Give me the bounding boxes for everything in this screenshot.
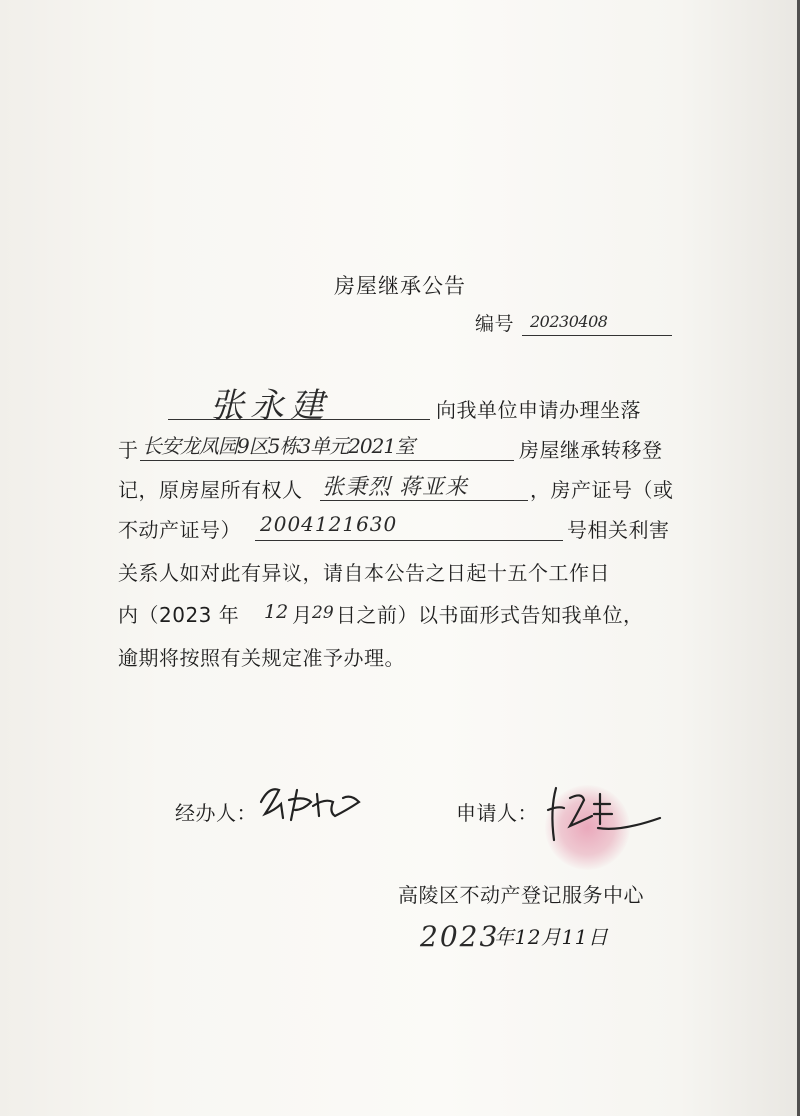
body-line6-suffix: 日之前）以书面形式告知我单位， <box>336 603 644 627</box>
body-line3-suffix: ，房产证号（或 <box>530 478 674 502</box>
number-underline <box>522 335 672 336</box>
body-line2-prefix: 于 <box>118 438 139 462</box>
applicant-underline <box>168 419 430 420</box>
body-line4-prefix: 不动产证号） <box>118 518 241 542</box>
number-label: 编号 <box>475 313 515 335</box>
body-line6-prefix: 内（2023 年 <box>118 603 240 627</box>
body-line2-suffix: 房屋继承转移登 <box>519 438 663 462</box>
applicant-name-handwritten: 张永建 <box>210 386 330 426</box>
date-year-handwritten: 2023 <box>420 920 500 953</box>
body-line3-prefix: 记，原房屋所有权人 <box>118 478 303 502</box>
organization-name: 高陵区不动产登记服务中心 <box>398 883 644 907</box>
applicant-signature <box>540 780 680 855</box>
body-line1-suffix: 向我单位申请办理坐落 <box>436 398 641 422</box>
body-line5: 关系人如对此有异议，请自本公告之日起十五个工作日 <box>118 561 610 585</box>
property-address-handwritten: 长安龙凤园9区5栋3单元2021室 <box>142 434 415 458</box>
applicant-label: 申请人： <box>456 801 538 825</box>
handler-label: 经办人： <box>175 801 257 825</box>
number-value: 20230408 <box>530 312 608 331</box>
handler-signature <box>255 780 385 825</box>
body-line4-suffix: 号相关利害 <box>567 518 670 542</box>
certificate-underline <box>255 540 563 541</box>
deadline-day-handwritten: 29 <box>312 603 334 623</box>
certificate-number-handwritten: 2004121630 <box>260 512 398 536</box>
body-line7: 逾期将按照有关规定准予办理。 <box>118 646 405 670</box>
owners-underline <box>320 500 528 501</box>
date-rest: 年12月11日 <box>494 925 609 949</box>
body-line6-mid: 月 <box>292 603 313 627</box>
deadline-month-handwritten: 12 <box>264 601 289 623</box>
address-underline <box>140 460 514 461</box>
original-owners-handwritten: 张秉烈 蒋亚来 <box>322 475 468 500</box>
document-title: 房屋继承公告 <box>334 274 466 298</box>
